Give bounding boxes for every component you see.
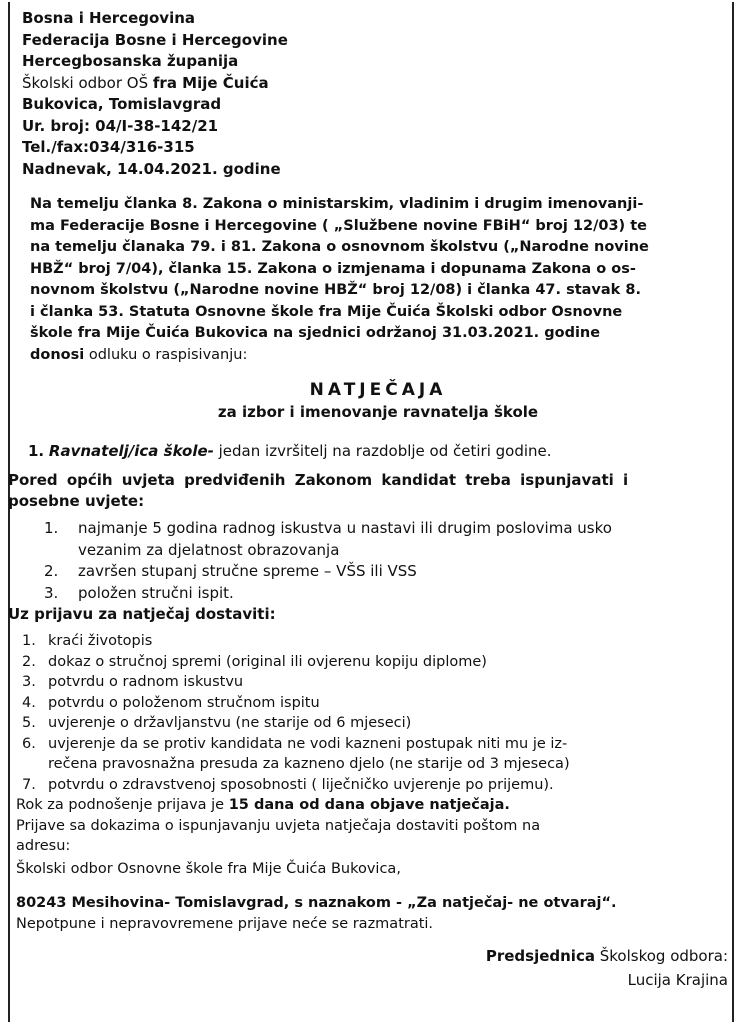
list-item: [22, 652, 734, 673]
list-item-number: 1.: [44, 519, 59, 537]
list-item-number: 5.: [22, 715, 36, 731]
intro-donosi: donosi: [30, 346, 85, 363]
intro-line: škole fra Mije Čuića Bukovica na sjednici održanoj 31.03.2021. godine: [30, 325, 601, 341]
header-date: Nadnevak, 14.04.2021. godine: [22, 159, 281, 178]
list-item-number: 2.: [44, 562, 59, 580]
address-text: 80243 Mesihovina- Tomislavgrad, s naznakom - „Za natječaj- ne otvaraj“.: [16, 895, 617, 911]
conditions-heading-line: posebne uvjete:: [8, 492, 145, 510]
list-item-text: završen stupanj stručne spreme – VŠS ili VSS: [78, 562, 417, 580]
letterhead: [22, 8, 734, 180]
signature-role-bold: Predsjednica: [485, 947, 595, 965]
intro-line: na temelju članaka 79. i 81. Zakona o osnovnom školstvu („Narodne novine: [30, 239, 649, 255]
intro-line-last: [30, 345, 730, 367]
list-item-number: 3.: [22, 674, 36, 690]
school-board-prefix: Školski odbor OŠ: [22, 73, 153, 92]
list-item-text: kraći životopis: [48, 633, 153, 649]
list-item-number: 7.: [22, 776, 36, 793]
submission-line: Prijave sa dokazima o ispunjavanju uvjeta natječaja dostaviti poštom na: [16, 817, 541, 834]
signature-role-rest: Školskog odbora:: [594, 947, 728, 965]
header-federation: Federacija Bosne i Hercegovine: [22, 30, 288, 49]
document-subtitle: za izbor i imenovanje ravnatelja škole: [217, 403, 539, 421]
intro-last-rest: odluku o raspisivanju:: [84, 346, 248, 363]
document-title: NATJEČAJA: [309, 380, 447, 400]
list-item-number: 6.: [22, 735, 36, 752]
school-board-name: fra Mije Čuića: [152, 73, 269, 92]
position-title: Ravnatelj/ica škole-: [48, 442, 214, 460]
incomplete-note: Nepotpune i nepravovremene prijave neće se razmatrati.: [16, 915, 434, 932]
signature-role: [16, 944, 728, 968]
address-line-bold: [16, 893, 734, 914]
list-item-text: uvjerenje da se protiv kandidata ne vodi kazneni postupak niti mu je iz-: [48, 735, 568, 752]
list-item-number: 2.: [22, 653, 36, 670]
list-item: [22, 631, 734, 652]
header-school-board: [22, 73, 734, 95]
list-item-text: potvrdu o zdravstvenoj sposobnosti ( liječničko uvjerenje po prijemu).: [48, 776, 554, 793]
conditions-list: [22, 518, 734, 604]
documents-heading: Uz prijavu za natječaj dostaviti:: [8, 605, 276, 623]
list-item: [22, 693, 734, 714]
list-item: [22, 518, 734, 561]
list-item-number: 1.: [22, 633, 36, 649]
list-item-text: potvrdu o položenom stručnom ispitu: [48, 694, 320, 711]
list-item-text: potvrdu o radnom iskustvu: [48, 674, 244, 690]
document-content: [8, 8, 734, 992]
list-item-text: vezanim za djelatnost obrazovanja: [78, 540, 340, 559]
deadline-bold: 15 dana od dana objave natječaja.: [228, 797, 510, 813]
position-number: 1.: [28, 442, 45, 460]
header-location: Bukovica, Tomislavgrad: [22, 95, 222, 113]
list-item-number: 4.: [22, 694, 36, 711]
submission-line: adresu:: [16, 838, 71, 854]
list-item-text: položen stručni ispit.: [78, 583, 234, 602]
list-item: [22, 734, 734, 775]
intro-line: Na temelju članka 8. Zakona o ministarskim, vladinim i drugim imenovanji-: [30, 196, 644, 212]
header-telfax: Tel./fax:034/316-315: [22, 138, 195, 156]
list-item-text: uvjerenje o državljanstvu (ne starije od 6 mjeseci): [48, 715, 412, 731]
intro-line: ma Federacije Bosne i Hercegovine ( „Službene novine FBiH“ broj 12/03) te: [30, 217, 648, 234]
list-item: [22, 775, 734, 796]
signature-name: Lucija Krajina: [627, 971, 728, 989]
header-canton: Hercegbosanska županija: [22, 52, 239, 70]
intro-line: HBŽ“ broj 7/04), članka 15. Zakona o izmjenama i dopunama Zakona o os-: [30, 260, 636, 277]
header-country: Bosna i Hercegovina: [22, 9, 196, 27]
list-item-text: dokaz o stručnoj spremi (original ili ovjerenu kopiju diplome): [48, 653, 487, 670]
intro-paragraph: [30, 194, 730, 366]
signature-block: [16, 944, 728, 992]
list-item-number: 3.: [44, 583, 59, 602]
list-item: [22, 672, 734, 693]
list-item: [22, 583, 734, 605]
position-item: [28, 440, 734, 462]
intro-line: i članka 53. Statuta Osnovne škole fra Mije Čuića Školski odbor Osnovne: [30, 303, 623, 320]
list-item-text: najmanje 5 godina radnog iskustva u nastavi ili drugim poslovima usko: [78, 519, 612, 537]
deadline-line: [16, 795, 734, 816]
list-item: [22, 561, 734, 583]
list-item-text: rečena pravosnažna presuda za kazneno djelo (ne starije od 3 mjeseca): [48, 756, 570, 772]
header-ref-number: Ur. broj: 04/I-38-142/21: [22, 116, 219, 135]
conditions-heading: [8, 470, 736, 512]
deadline-prefix: Rok za podnošenje prijava je: [16, 797, 229, 813]
intro-line: novnom školstvu („Narodne novine HBŽ“ broj 12/08) i članka 47. stavak 8.: [30, 282, 641, 298]
address-line: Školski odbor Osnovne škole fra Mije Čuića Bukovica,: [16, 860, 401, 877]
list-item: [22, 713, 734, 734]
documents-list: [22, 631, 734, 795]
conditions-heading-line: Pored općih uvjeta predviđenih Zakonom kandidat treba ispunjavati i: [8, 471, 629, 489]
position-description: jedan izvršitelj na razdoblje od četiri godine.: [213, 442, 552, 460]
